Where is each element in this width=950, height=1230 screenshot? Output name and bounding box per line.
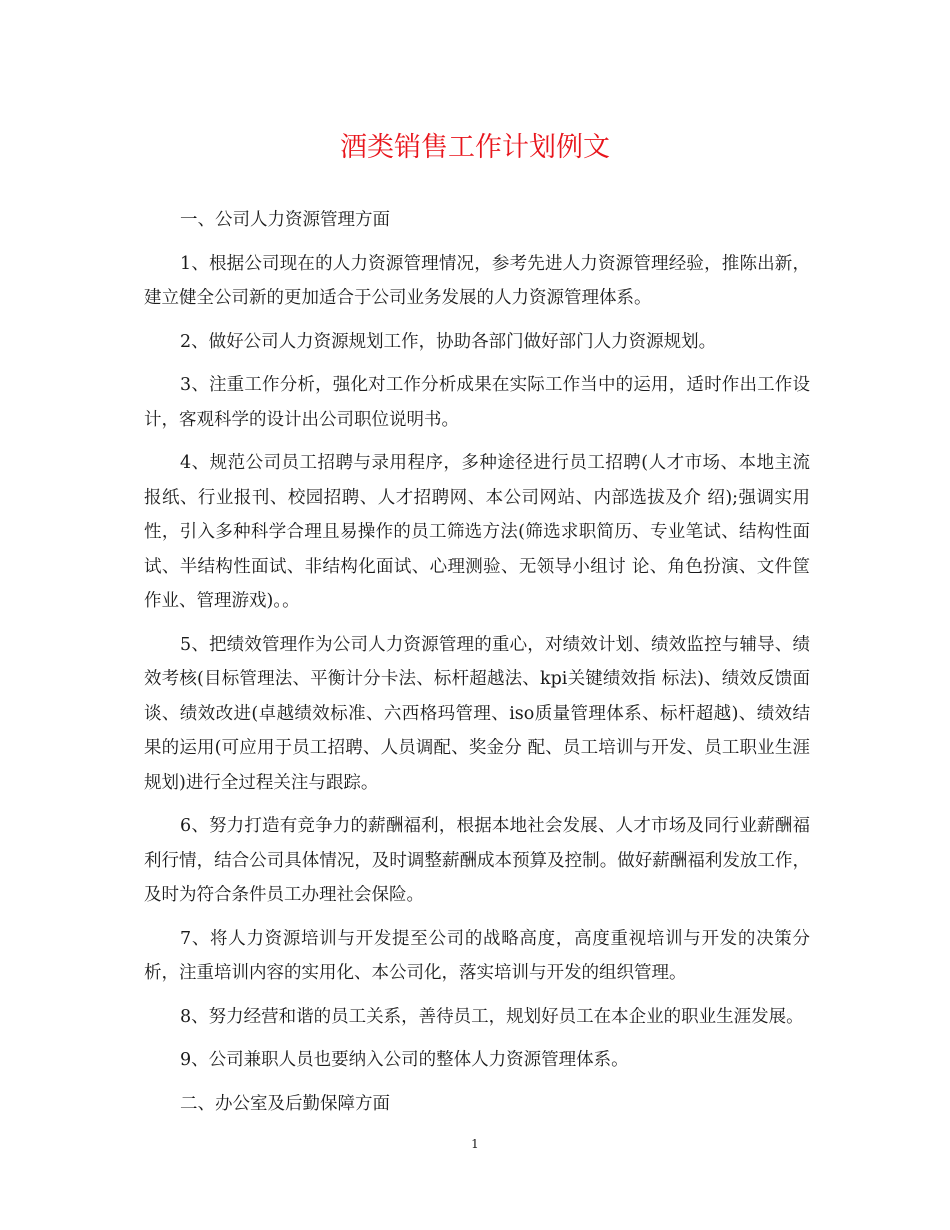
paragraph-4: 4、规范公司员工招聘与录用程序，多种途径进行员工招聘(人才市场、本地主流报纸、行业报刊、校园招聘、人才招聘网、本公司网站、内部选拔及介 绍);强调实用性，引入多种科学合理且易操作的员工筛选方法(筛选求职简历、专业笔试、结构性面试、半结构性面试、非结构化面试、心理测验、无领导小组讨 论、角色扮演、文件筐作业、管理游戏)。。 <box>144 453 810 611</box>
paragraph-3: 3、注重工作分析，强化对工作分析成果在实际工作当中的运用，适时作出工作设计，客观科学的设计出公司职位说明书。 <box>144 375 810 430</box>
paragraph-6: 6、努力打造有竞争力的薪酬福利，根据本地社会发展、人才市场及同行业薪酬福利行情，结合公司具体情况，及时调整薪酬成本预算及控制。做好薪酬福利发放工作，及时为符合条件员工办理社会保险。 <box>144 816 810 905</box>
page-number: 1 <box>471 1137 479 1151</box>
paragraph-2: 2、做好公司人力资源规划工作，协助各部门做好部门人力资源规划。 <box>180 331 717 352</box>
document-body <box>144 203 810 1130</box>
paragraph-5: 5、把绩效管理作为公司人力资源管理的重心，对绩效计划、绩效监控与辅导、绩效考核(目标管理法、平衡计分卡法、标杆超越法、kpi关键绩效指 标法)、绩效反馈面谈、绩效改进(卓越绩效标准、六西格玛管理、iso质量管理体系、标杆超越)、绩效结果的运用(可应用于员工招聘、人员调配、奖金分 配、员工培训与开发、员工职业生涯规划)进行全过程关注与跟踪。 <box>144 634 810 793</box>
paragraph-7: 7、将人力资源培训与开发提至公司的战略高度，高度重视培训与开发的决策分析，注重培训内容的实用化、本公司化，落实培训与开发的组织管理。 <box>144 928 810 983</box>
document-title: 酒类销售工作计划例文 <box>340 132 610 163</box>
paragraph-9: 9、公司兼职人员也要纳入公司的整体人力资源管理体系。 <box>180 1050 629 1070</box>
paragraph-8: 8、努力经营和谐的员工关系，善待员工，规划好员工在本企业的职业生涯发展。 <box>180 1006 804 1027</box>
section-heading-1: 一、公司人力资源管理方面 <box>180 210 390 230</box>
section-heading-2: 二、办公室及后勤保障方面 <box>180 1093 390 1114</box>
paragraph-1: 1、根据公司现在的人力资源管理情况，参考先进人力资源管理经验，推陈出新，建立健全公司新的更加适合于公司业务发展的人力资源管理体系。 <box>144 253 810 308</box>
